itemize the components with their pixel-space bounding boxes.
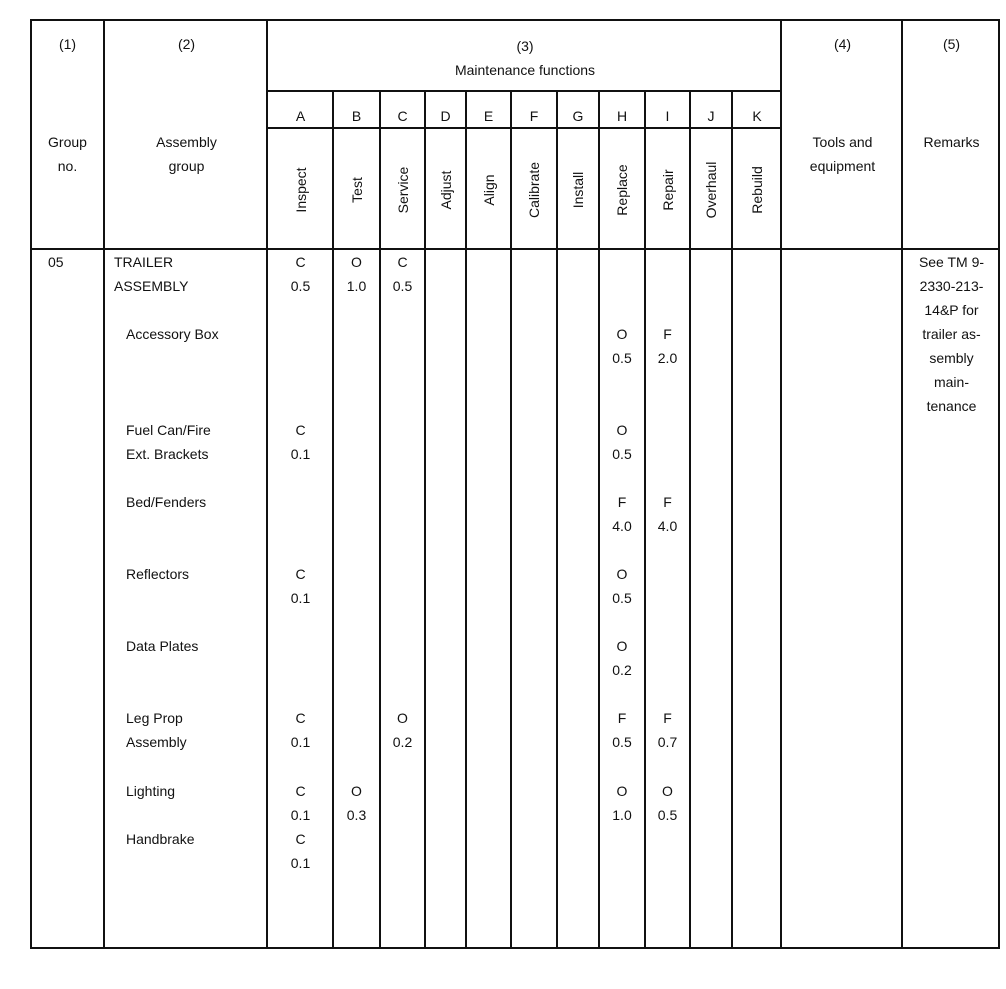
maintenance-level-code: O xyxy=(616,638,628,654)
tools-header-line1: Tools and xyxy=(812,134,873,150)
table-top-border xyxy=(30,19,1000,21)
function-letter-i: I xyxy=(665,108,670,124)
function-letter-g: G xyxy=(572,108,584,124)
function-name-align: Align xyxy=(480,174,497,206)
group-no-header-line1: Group xyxy=(48,134,87,150)
remarks-header: Remarks xyxy=(923,134,980,150)
function-letter-a: A xyxy=(295,108,306,124)
col2-number: (2) xyxy=(177,36,196,52)
maintenance-level-code: O xyxy=(397,710,408,726)
maintenance-level-code: C xyxy=(295,710,306,726)
tools-header-line2: equipment xyxy=(809,158,876,174)
maintenance-level-code: F xyxy=(617,710,627,726)
col5-number: (5) xyxy=(942,36,961,52)
function-name-adjust: Adjust xyxy=(437,170,454,210)
work-time-value: 0.5 xyxy=(612,590,632,606)
fn-border-ef xyxy=(510,90,512,949)
assembly-item-name: Assembly xyxy=(126,734,187,750)
maintenance-level-code: O xyxy=(351,783,362,799)
fn-border-hi xyxy=(644,90,646,949)
function-name-test: Test xyxy=(348,177,365,203)
work-time-value: 4.0 xyxy=(657,518,678,534)
remarks-line7: tenance xyxy=(926,398,977,414)
maintenance-level-code: O xyxy=(616,566,628,582)
col3-title: Maintenance functions xyxy=(454,62,596,78)
fn-border-cd xyxy=(424,90,426,949)
work-time-value: 0.5 xyxy=(290,278,311,294)
maintenance-level-code: C xyxy=(295,254,306,270)
work-time-value: 1.0 xyxy=(346,278,367,294)
functions-divider xyxy=(268,90,782,92)
group-no-header-line2: no. xyxy=(57,158,78,174)
col3-number: (3) xyxy=(516,38,534,54)
function-letter-k: K xyxy=(752,108,762,124)
fn-border-gh xyxy=(598,90,600,949)
fn-border-ab xyxy=(332,90,334,949)
maintenance-level-code: F xyxy=(663,326,672,342)
function-letter-h: H xyxy=(616,108,628,124)
work-time-value: 0.7 xyxy=(657,734,678,750)
function-name-repair: Repair xyxy=(659,169,676,211)
fn-border-ij xyxy=(689,90,691,949)
work-time-value: 0.5 xyxy=(612,350,632,366)
work-time-value: 0.1 xyxy=(290,855,311,871)
function-name-calibrate: Calibrate xyxy=(526,161,542,219)
function-name-service: Service xyxy=(394,166,411,214)
work-time-value: 4.0 xyxy=(612,518,632,534)
assembly-item-name: Ext. Brackets xyxy=(126,446,209,462)
group-number: 05 xyxy=(48,254,64,270)
function-letter-c: C xyxy=(397,108,408,124)
fn-border-bc xyxy=(379,90,381,949)
assembly-item-name: Data Plates xyxy=(126,638,199,654)
remarks-line4: trailer as- xyxy=(922,326,981,342)
work-time-value: 0.1 xyxy=(290,734,311,750)
maintenance-level-code: F xyxy=(663,710,672,726)
assembly-item-name: Leg Prop xyxy=(126,710,183,726)
function-name-rebuild: Rebuild xyxy=(749,166,765,214)
assembly-group-header-line2: group xyxy=(168,158,205,174)
work-time-value: 0.2 xyxy=(612,662,632,678)
maintenance-level-code: C xyxy=(295,783,306,799)
work-time-value: 0.5 xyxy=(657,807,678,823)
function-letter-j: J xyxy=(707,108,715,124)
function-name-install: Install xyxy=(570,171,586,209)
assembly-item-name: Lighting xyxy=(126,783,176,799)
assembly-item-name: Accessory Box xyxy=(126,326,219,342)
col1-number: (1) xyxy=(58,36,77,52)
maintenance-level-code: C xyxy=(295,422,306,438)
maintenance-level-code: O xyxy=(616,783,628,799)
maintenance-level-code: F xyxy=(617,494,627,510)
function-name-overhaul: Overhaul xyxy=(703,161,719,219)
function-letter-d: D xyxy=(440,108,451,124)
remarks-line1: See TM 9- xyxy=(918,254,985,270)
work-time-value: 0.5 xyxy=(392,278,413,294)
work-time-value: 1.0 xyxy=(612,807,632,823)
group-title-line1: TRAILER xyxy=(114,254,174,270)
maintenance-level-code: O xyxy=(616,326,628,342)
remarks-line6: main- xyxy=(933,374,969,390)
maintenance-level-code: C xyxy=(295,566,306,582)
work-time-value: 0.5 xyxy=(612,446,632,462)
function-letter-f: F xyxy=(529,108,539,124)
assembly-item-name: Handbrake xyxy=(126,831,195,847)
work-time-value: 0.3 xyxy=(346,807,367,823)
assembly-item-name: Fuel Can/Fire xyxy=(126,422,211,438)
remarks-line5: sembly xyxy=(929,350,974,366)
work-time-value: 0.1 xyxy=(290,807,311,823)
work-time-value: 0.1 xyxy=(290,446,311,462)
remarks-line3: 14&P for xyxy=(924,302,979,318)
maintenance-level-code: O xyxy=(616,422,628,438)
work-time-value: 2.0 xyxy=(657,350,678,366)
fn-border-de xyxy=(465,90,467,949)
function-letter-e: E xyxy=(483,108,494,124)
table-bottom-border xyxy=(30,947,1000,949)
remarks-line2: 2330-213- xyxy=(919,278,984,294)
col-border-right xyxy=(998,19,1000,949)
maintenance-level-code: O xyxy=(662,783,673,799)
assembly-item-name: Bed/Fenders xyxy=(126,494,207,510)
maintenance-level-code: F xyxy=(663,494,672,510)
header-bottom-border xyxy=(30,248,1000,250)
work-time-value: 0.2 xyxy=(392,734,413,750)
fn-border-jk xyxy=(731,90,733,949)
work-time-value: 0.5 xyxy=(612,734,632,750)
maintenance-level-code: O xyxy=(351,254,362,270)
assembly-group-header-line1: Assembly xyxy=(156,134,217,150)
function-name-inspect: Inspect xyxy=(292,167,309,213)
maintenance-level-code: C xyxy=(397,254,408,270)
work-time-value: 0.1 xyxy=(290,590,311,606)
function-name-replace: Replace xyxy=(614,164,630,216)
col4-number: (4) xyxy=(833,36,852,52)
maintenance-level-code: C xyxy=(295,831,306,847)
assembly-item-name: Reflectors xyxy=(126,566,190,582)
fn-border-fg xyxy=(556,90,558,949)
function-letter-b: B xyxy=(351,108,362,124)
group-title-line2: ASSEMBLY xyxy=(114,278,189,294)
